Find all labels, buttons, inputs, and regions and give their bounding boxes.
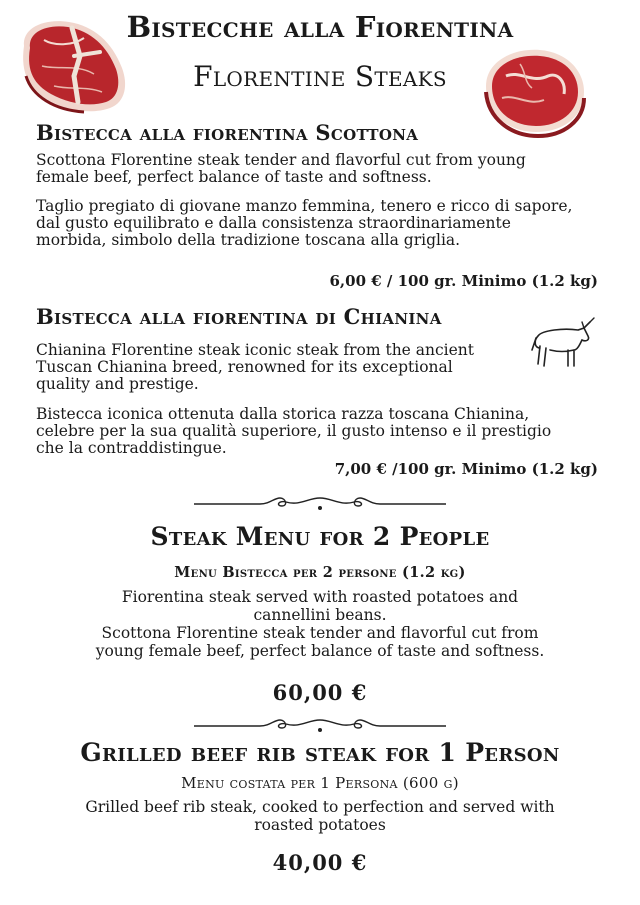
description-it-chianina — [36, 406, 608, 457]
price-scottona: 6,00 € / 100 gr. Minimo (1.2 kg) — [329, 272, 598, 290]
text-line: quality and prestige. — [36, 375, 199, 393]
text-line: Chianina Florentine steak iconic steak from the ancient — [36, 341, 475, 359]
section-title-chianina: Bistecca alla fiorentina di Chianina — [36, 304, 442, 329]
price-chianina: 7,00 € /100 gr. Minimo (1.2 kg) — [334, 460, 598, 478]
description-en-chianina — [36, 342, 536, 393]
text-line: Fiorentina steak served with roasted potatoes and — [121, 588, 519, 606]
section-subtitle-steak-menu-2: Menu Bistecca per 2 persone (1.2 kg) — [174, 564, 466, 581]
text-line: Tuscan Chianina breed, renowned for its exceptional — [36, 358, 453, 376]
section-title-scottona: Bistecca alla fiorentina Scottona — [36, 120, 419, 145]
page-title: Bistecche alla Fiorentina — [126, 10, 514, 44]
text-line: celebre per la sua qualità superiore, il gusto intenso e il prestigio — [36, 422, 552, 440]
text-line: female beef, perfect balance of taste and softness. — [36, 168, 432, 186]
price-steak-menu-2: 60,00 € — [272, 680, 368, 705]
bull-icon — [528, 314, 598, 370]
section-title-rib-steak-1: Grilled beef rib steak for 1 Person — [80, 738, 560, 767]
description-rib-steak-1 — [0, 798, 640, 834]
description-steak-menu-2 — [0, 588, 640, 660]
text-line: Scottona Florentine steak tender and flavorful cut from young — [36, 151, 526, 169]
text-line: morbida, simbolo della tradizione toscana alla griglia. — [36, 231, 461, 249]
description-en-scottona — [36, 152, 608, 186]
text-line: cannellini beans. — [253, 606, 387, 624]
ornamental-divider-icon — [190, 716, 450, 736]
text-line: roasted potatoes — [254, 816, 386, 834]
price-rib-steak-1: 40,00 € — [272, 850, 368, 875]
ornamental-divider-icon — [190, 494, 450, 514]
text-line: Scottona Florentine steak tender and flavorful cut from — [101, 624, 539, 642]
description-it-scottona — [36, 198, 608, 249]
text-line: che la contraddistingue. — [36, 439, 227, 457]
section-subtitle-rib-steak-1: Menu costata per 1 Persona (600 g) — [181, 774, 459, 792]
text-line: dal gusto equilibrato e dalla consistenza straordinariamente — [36, 214, 511, 232]
text-line: Bistecca iconica ottenuta dalla storica razza toscana Chianina, — [36, 405, 530, 423]
text-line: Grilled beef rib steak, cooked to perfection and served with — [85, 798, 555, 816]
text-line: Taglio pregiato di giovane manzo femmina, tenero e ricco di sapore, — [36, 197, 573, 215]
text-line: young female beef, perfect balance of taste and softness. — [95, 642, 545, 660]
page-subtitle: Florentine Steaks — [193, 60, 447, 93]
section-title-steak-menu-2: Steak Menu for 2 People — [150, 522, 490, 551]
